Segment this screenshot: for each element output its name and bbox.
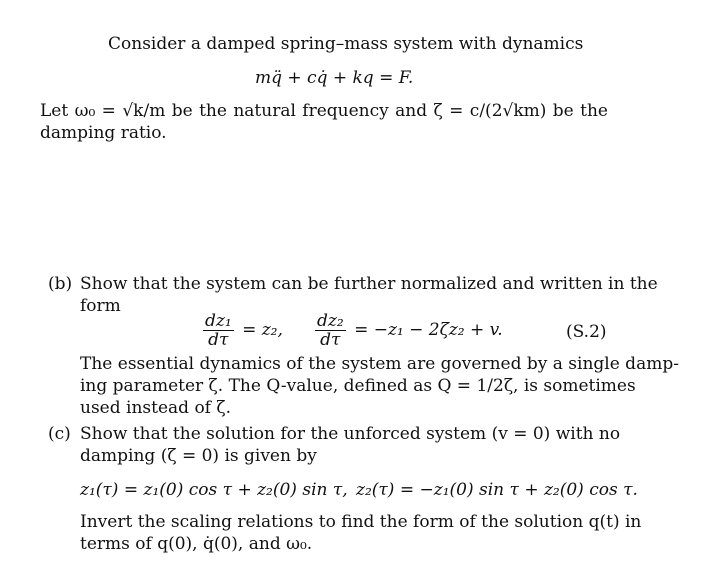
equation-rhs: = −z₁ − 2ζz₂ + v. bbox=[354, 320, 503, 340]
equation-dz1 bbox=[200, 312, 283, 349]
fraction-denominator: dτ bbox=[320, 330, 341, 350]
solution-z2: z₂(τ) = −z₁(0) sin τ + z₂(0) cos τ. bbox=[356, 480, 638, 500]
equation-tag: (S.2) bbox=[566, 322, 607, 342]
solution-z1: z₁(τ) = z₁(0) cos τ + z₂(0) sin τ, bbox=[80, 480, 348, 500]
fraction-numerator: dz₂ bbox=[317, 311, 344, 331]
fraction-dz2-dtau bbox=[315, 312, 346, 349]
intro-lead: Consider a damped spring–mass system with dynamics bbox=[108, 34, 584, 54]
fraction-denominator: dτ bbox=[208, 330, 229, 350]
equation-rhs: = z₂, bbox=[242, 320, 283, 340]
intro-equation: mq̈ + cq̇ + kq = F. bbox=[255, 68, 414, 88]
part-c-line2: damping (ζ = 0) is given by bbox=[80, 446, 317, 466]
part-b-line2: form bbox=[80, 296, 121, 316]
part-c-label: (c) bbox=[48, 424, 71, 444]
part-b-para-line3: used instead of ζ. bbox=[80, 398, 231, 418]
part-b-label: (b) bbox=[48, 274, 73, 294]
part-b-line1: Show that the system can be further normalized and written in the bbox=[80, 274, 658, 294]
part-c-para-line2: terms of q(0), q̇(0), and ω₀. bbox=[80, 534, 313, 554]
equation-dz2 bbox=[312, 312, 503, 349]
part-c-para-line1: Invert the scaling relations to find the form of the solution q(t) in bbox=[80, 512, 642, 532]
fraction-numerator: dz₁ bbox=[205, 311, 232, 331]
part-c-line1: Show that the solution for the unforced system (v = 0) with no bbox=[80, 424, 621, 444]
part-b-para-line1: The essential dynamics of the system are governed by a single damp- bbox=[80, 354, 679, 374]
intro-definition-line1: Let ω₀ = √k/m be the natural frequency and ζ = c/(2√km) be the bbox=[40, 101, 608, 121]
intro-definition-line2: damping ratio. bbox=[40, 123, 167, 143]
part-b-para-line2: ing parameter ζ. The Q-value, defined as Q = 1/2ζ, is sometimes bbox=[80, 376, 636, 396]
fraction-dz1-dtau bbox=[203, 312, 234, 349]
